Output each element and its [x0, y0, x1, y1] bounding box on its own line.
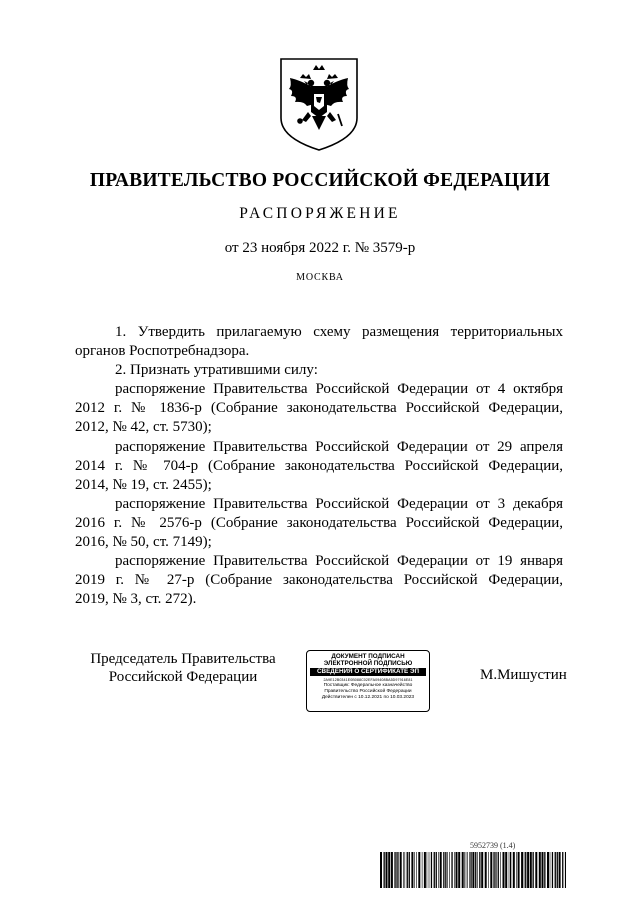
document-date-number: от 23 ноября 2022 г. № 3579-р — [224, 240, 416, 256]
item-1: 1. Утвердить прилагаемую схему размещения территориальных органов Роспотребнадзора. — [75, 324, 563, 360]
coat-of-arms-icon — [278, 56, 360, 152]
document-city: МОСКВА — [296, 272, 344, 283]
document-body — [75, 323, 563, 609]
certificate-banner: СВЕДЕНИЯ О СЕРТИФИКАТЕ ЭП — [310, 668, 426, 676]
repealed-order-3: распоряжение Правительства Российской Федерации от 3 декабря 2016 г. № 2576-р (Собрание законодательства Российской Федерации, 2016, № 50, ст. 7149); — [75, 495, 563, 551]
document-type: РАСПОРЯЖЕНИЕ — [239, 205, 401, 222]
repealed-order-2: распоряжение Правительства Российской Федерации от 29 апреля 2014 г. № 704-р (Собрание законодательства Российской Федерации, 2014, № 19, ст. 2455); — [75, 438, 563, 493]
repealed-order-4: распоряжение Правительства Российской Федерации от 19 января 2019 г. № 27-р (Собрание законодательства Российской Федерации, 2019, № 3, ст. 272). — [75, 553, 563, 608]
government-title: ПРАВИТЕЛЬСТВО РОССИЙСКОЙ ФЕДЕРАЦИИ — [89, 170, 551, 191]
repealed-order-1: распоряжение Правительства Российской Федерации от 4 октября 2012 г. № 1836-р (Собрание законодательства Российской Федерации, 2012, № 42, ст. 5730); — [75, 381, 563, 436]
document-code: 5952739 (1.4) — [470, 841, 516, 850]
signer-name: М.Мишустин — [480, 667, 567, 683]
certificate-issuer: Поставщик: Федеральное казначейство — [323, 683, 413, 688]
certificate-serial: 2A9E12B0341E0B088C02EFA09408BA5D97916E81 — [323, 678, 413, 682]
signer-position: Председатель Правительства Российской Федерации — [90, 651, 276, 685]
item-2: 2. Признать утратившими силу: — [115, 362, 318, 379]
barcode-icon — [380, 852, 566, 888]
certificate-owner: Правительство Российской Федерации — [324, 689, 412, 694]
electronic-signature-stamp: ДОКУМЕНТ ПОДПИСАН ЭЛЕКТРОННОЙ ПОДПИСЬЮ СВЕДЕНИЯ О СЕРТИФИКАТЕ ЭП 2A9E12B0341E0B088C02EFA09408BA5D97916E81 Поставщик: Федеральное казначейство Правительство Российской Федерации Действителен с 10.12.2021 по 10.03.2023 — [306, 650, 430, 712]
certificate-validity: Действителен с 10.12.2021 по 10.03.2023 — [321, 695, 415, 700]
